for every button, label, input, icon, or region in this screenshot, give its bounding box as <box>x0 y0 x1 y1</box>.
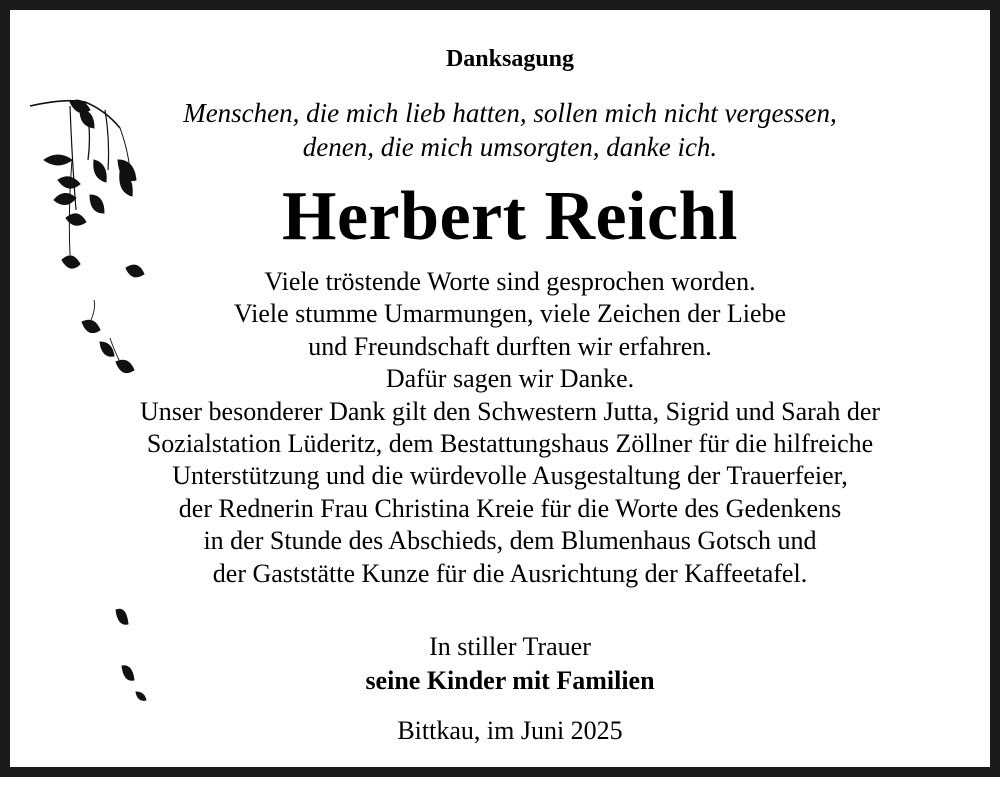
family-signature: seine Kinder mit Familien <box>365 666 655 695</box>
motto-line: Menschen, die mich lieb hatten, sollen mich nicht vergessen, <box>183 98 837 128</box>
mourning-line: In stiller Trauer <box>429 632 591 661</box>
body-line: Dafür sagen wir Danke. <box>385 364 635 394</box>
body-line: Viele tröstende Worte sind gesprochen worden. <box>264 267 756 296</box>
body-line: Sozialstation Lüderitz, dem Bestattungshaus Zöllner für die hilfreiche <box>146 429 874 459</box>
heading-danksagung: Danksagung <box>445 46 575 72</box>
mourning-block <box>10 630 1000 698</box>
body-line: und Freundschaft durften wir erfahren. <box>308 331 712 361</box>
body-line: der Gaststätte Kunze für die Ausrichtung der Kaffeetafel. <box>212 558 808 588</box>
motto-line: denen, die mich umsorgten, danke ich. <box>302 132 718 162</box>
place-date: Bittkau, im Juni 2025 <box>397 716 623 745</box>
thanks-text <box>10 266 1000 590</box>
body-line: in der Stunde des Abschieds, dem Blumenhaus Gotsch und <box>203 526 817 556</box>
motto-verse <box>10 96 1000 164</box>
deceased-name: Herbert Reichl <box>282 178 738 255</box>
body-line: der Rednerin Frau Christina Kreie für die Worte des Gedenkens <box>178 493 842 523</box>
body-line: Viele stumme Umarmungen, viele Zeichen der Liebe <box>233 299 787 329</box>
body-line: Unser besonderer Dank gilt den Schwestern Jutta, Sigrid und Sarah der <box>139 396 881 426</box>
body-line: Unterstützung und die würdevolle Ausgestaltung der Trauerfeier, <box>172 461 848 491</box>
